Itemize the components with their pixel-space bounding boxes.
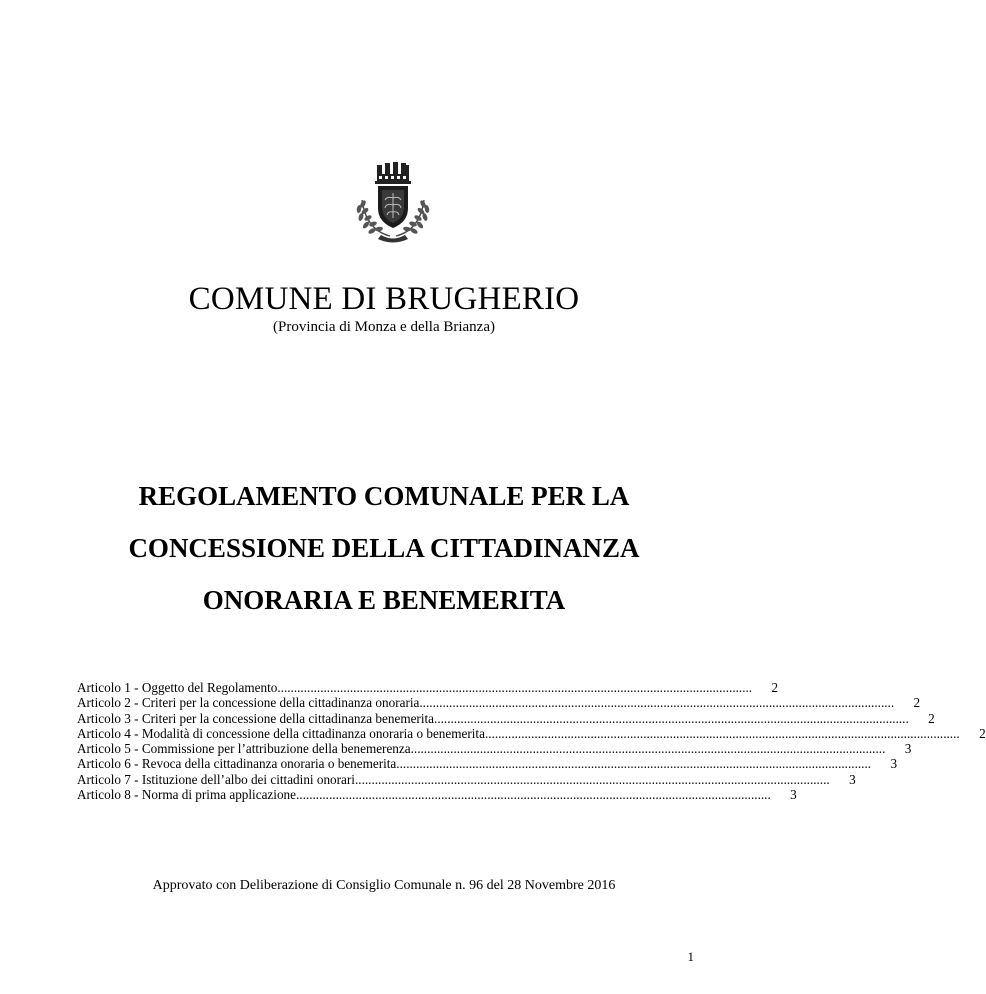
toc-entry[interactable] bbox=[77, 710, 935, 726]
toc-leader-dots: ................................................................................................................................................ bbox=[419, 695, 895, 711]
toc-entry-page: 3 bbox=[890, 756, 898, 772]
coat-of-arms-emblem bbox=[348, 160, 438, 244]
toc-entry-page: 2 bbox=[771, 680, 779, 695]
toc-leader-dots: ................................................................................................................................................ bbox=[277, 680, 753, 695]
province-subtitle: (Provincia di Monza e della Brianza) bbox=[273, 319, 495, 335]
toc-leader-dots: ................................................................................................................................................ bbox=[434, 710, 909, 726]
toc-leader-dots: ................................................................................................................................................ bbox=[396, 756, 872, 772]
toc-entry-page: 3 bbox=[904, 741, 912, 757]
document-title-line-2: CONCESSIONE DELLA CITTADINANZA bbox=[128, 533, 640, 563]
toc-entry-page: 2 bbox=[928, 710, 935, 726]
municipality-name: COMUNE DI BRUGHERIO bbox=[188, 281, 580, 317]
toc-entry-text: Articolo 8 - Norma di prima applicazione bbox=[77, 787, 296, 803]
table-of-contents bbox=[77, 680, 986, 803]
toc-entry-text: Articolo 4 - Modalità di concessione della cittadinanza onoraria o benemerita bbox=[77, 725, 485, 741]
toc-entry[interactable] bbox=[77, 695, 921, 711]
toc-leader-dots: ................................................................................................................................................ bbox=[484, 725, 960, 741]
toc-leader-dots: ................................................................................................................................................ bbox=[296, 787, 771, 803]
toc-entry-text: Articolo 2 - Criteri per la concessione della cittadinanza onoraria bbox=[77, 695, 420, 711]
toc-entry-page: 2 bbox=[979, 725, 986, 741]
toc-entry-page: 2 bbox=[913, 695, 921, 711]
toc-entry-text: Articolo 3 - Criteri per la concessione della cittadinanza benemerita bbox=[77, 710, 435, 726]
toc-entry[interactable] bbox=[77, 771, 856, 787]
toc-leader-dots: ................................................................................................................................................ bbox=[410, 741, 886, 757]
page-number: 1 bbox=[687, 949, 694, 964]
toc-entry-text: Articolo 7 - Istituzione dell’albo dei cittadini onorari bbox=[77, 771, 355, 787]
toc-entry[interactable] bbox=[77, 756, 898, 772]
toc-entry-page: 3 bbox=[790, 787, 797, 803]
toc-leader-dots: ................................................................................................................................................ bbox=[354, 771, 830, 787]
toc-entry-page: 3 bbox=[849, 771, 856, 787]
toc-entry[interactable] bbox=[77, 725, 986, 741]
toc-entry-text: Articolo 5 - Commissione per l’attribuzione della benemerenza bbox=[77, 741, 411, 757]
toc-entry[interactable] bbox=[77, 787, 797, 803]
document-title-line-3: ONORARIA E BENEMERITA bbox=[202, 585, 566, 615]
document-title-line-1: REGOLAMENTO COMUNALE PER LA bbox=[138, 481, 630, 511]
toc-entry[interactable] bbox=[77, 741, 912, 757]
approval-note: Approvato con Deliberazione di Consiglio Comunale n. 96 del 28 Novembre 2016 bbox=[152, 878, 616, 893]
toc-entry-text: Articolo 6 - Revoca della cittadinanza onoraria o benemerita bbox=[77, 756, 397, 772]
toc-entry-text: Articolo 1 - Oggetto del Regolamento bbox=[77, 680, 278, 695]
toc-entry[interactable] bbox=[77, 680, 779, 695]
